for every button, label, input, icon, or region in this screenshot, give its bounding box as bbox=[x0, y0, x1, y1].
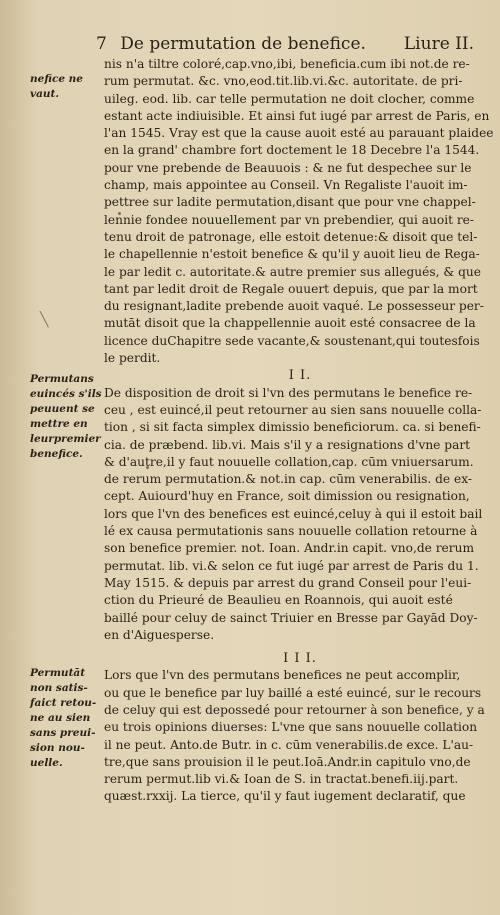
text-line: champ, mais appointee au Conseil. Vn Regaliste l'auoit im- bbox=[104, 178, 468, 193]
margin-note-line: peuuent se bbox=[30, 403, 95, 415]
text-line: le par ledit c. autoritate.& autre premier sus allegués, & que bbox=[104, 264, 481, 279]
text-line: cept. Auiourd'huy en France, soit dimission ou resignation, bbox=[104, 489, 470, 504]
margin-note-line: uelle. bbox=[30, 757, 63, 769]
text-line: eu trois opinions diuerses: L'vne que sans nouuelle collation bbox=[104, 720, 478, 735]
text-line: estant acte indiuisible. Et ainsi fut iugé par arrest de Paris, en bbox=[104, 108, 490, 123]
book-label: Liure II. bbox=[403, 34, 474, 54]
margin-note-line: sion nou- bbox=[30, 742, 85, 754]
text-line: il ne peut. Anto.de Butr. in c. cūm venerabilis.de exce. L'au- bbox=[104, 737, 474, 752]
text-line: ou que le benefice par luy baillé a esté euincé, sur le recours bbox=[104, 685, 482, 700]
text-line: du resignant,ladite prebende auoit vaqué. Le possesseur per- bbox=[104, 299, 484, 314]
margin-note-line: nefice ne bbox=[30, 73, 83, 85]
text-line: de celuy qui est depossedé pour retourner à son benefice, y a bbox=[104, 702, 485, 717]
body-text bbox=[104, 56, 496, 806]
running-title: De permutation de benefice. bbox=[120, 34, 366, 54]
text-line: son benefice premier. not. Ioan. Andr.in capit. vno,de rerum bbox=[104, 541, 474, 556]
margin-note-line: benefice. bbox=[30, 448, 83, 460]
text-line: permutat. lib. vi.& selon ce fut iugé par arrest de Paris du 1. bbox=[104, 558, 479, 573]
margin-note-line: faict retou- bbox=[30, 697, 97, 709]
text-line: tion , si sit facta simplex dimissio beneficiorum. ca. si benefi- bbox=[104, 420, 481, 435]
text-line: lé ex causa permutationis sans nouuelle collation retourne à bbox=[104, 524, 478, 539]
margin-note-line: non satis- bbox=[30, 682, 88, 694]
text-line: May 1515. & depuis par arrest du grand Conseil pour l'eui- bbox=[104, 575, 472, 590]
margin-note-line: euincés s'ils bbox=[30, 388, 102, 400]
margin-note-line: ne au sien bbox=[30, 712, 91, 724]
margin-note-line: Permutans bbox=[30, 373, 94, 385]
section-2-heading: I I. bbox=[288, 368, 312, 384]
text-line: Lors que l'vn des permutans benefices ne peut accomplir, bbox=[104, 668, 461, 683]
text-line: & d'autre,il y faut nouuelle collation,cap. cūm vniuersarum. bbox=[104, 454, 474, 469]
text-line: rum permutat. &c. vno,eod.tit.lib.vi.&c. autoritate. de pri- bbox=[104, 74, 463, 89]
margin-note-permutans bbox=[30, 372, 102, 462]
text-line: mutāt disoit que la chappellennie auoit esté consacree de la bbox=[104, 316, 476, 331]
text-line: lennie fondee nouuellement par vn prebendier, qui auoit re- bbox=[104, 212, 475, 227]
section-3 bbox=[104, 667, 496, 805]
margin-note-line: Permutāt bbox=[30, 667, 86, 679]
text-line: De disposition de droit si l'vn des permutans le benefice re- bbox=[104, 385, 473, 400]
text-line: tre,que sans prouision il le peut.Ioā.Andr.in capitulo vno,de bbox=[104, 754, 471, 769]
text-line: lors que l'vn des benefices est euincé,celuy à qui il estoit bail bbox=[104, 506, 483, 521]
text-line: cia. de præbend. lib.vi. Mais s'il y a resignations d'vne part bbox=[104, 437, 471, 452]
page-number: 7 bbox=[96, 34, 107, 54]
text-line: de rerum permutation.& not.in cap. cūm venerabilis. de ex- bbox=[104, 472, 472, 487]
text-line: pour vne prebende de Beauuois : & ne fut despechee sur le bbox=[104, 160, 472, 175]
text-line: ceu , est euincé,il peut retourner au sien sans nouuelle colla- bbox=[104, 402, 482, 417]
text-line: pettree sur ladite permutation,disant que pour vne chappel- bbox=[104, 195, 476, 210]
text-line: en d'Aiguesperse. bbox=[104, 627, 215, 642]
text-line: tant par ledit droit de Regale ouuert depuis, que par la mort bbox=[104, 281, 478, 296]
margin-note-permutat bbox=[30, 666, 96, 771]
section-1 bbox=[104, 56, 496, 367]
text-line: baillé pour celuy de sainct Triuier en Bresse par Gayād Doy- bbox=[104, 610, 478, 625]
text-line: licence duChapitre sede vacante,& soustenant,qui toutesfois bbox=[104, 333, 480, 348]
margin-note-line: leurpremier bbox=[30, 433, 101, 445]
margin-ink-mark: ╲ bbox=[40, 312, 49, 328]
margin-note-line: mettre en bbox=[30, 418, 88, 430]
margin-note-line: vaut. bbox=[30, 88, 60, 100]
text-line: rerum permut.lib vi.& Ioan de S. in tractat.benefi.iij.part. bbox=[104, 772, 459, 787]
page-header bbox=[96, 34, 496, 54]
text-line: ction du Prieuré de Beaulieu en Roannois, qui auoit esté bbox=[104, 593, 453, 608]
section-2 bbox=[104, 385, 496, 644]
margin-note-benefice bbox=[30, 72, 96, 102]
margin-note-line: sans preui- bbox=[30, 727, 96, 739]
text-line: quæst.rxxij. La tierce, qu'il y faut iugement declaratif, que bbox=[104, 789, 466, 804]
text-line: le perdit. bbox=[104, 351, 161, 366]
text-line: tenu droit de patronage, elle estoit detenue:& disoit que tel- bbox=[104, 229, 478, 244]
section-3-heading: I I I. bbox=[283, 651, 317, 667]
text-line: le chapellennie n'estoit benefice & qu'il y auoit lieu de Rega- bbox=[104, 247, 480, 262]
text-line: nis n'a tiltre coloré,cap.vno,ibi, beneficia.cum ibi not.de re- bbox=[104, 57, 470, 71]
text-line: en la grand' chambre fort doctement le 18 Decebre l'a 1544. bbox=[104, 143, 480, 158]
text-line: l'an 1545. Vray est que la cause auoit esté au parauant plaidee bbox=[104, 126, 494, 141]
text-line: uileg. eod. lib. car telle permutation ne doit clocher, comme bbox=[104, 91, 475, 106]
